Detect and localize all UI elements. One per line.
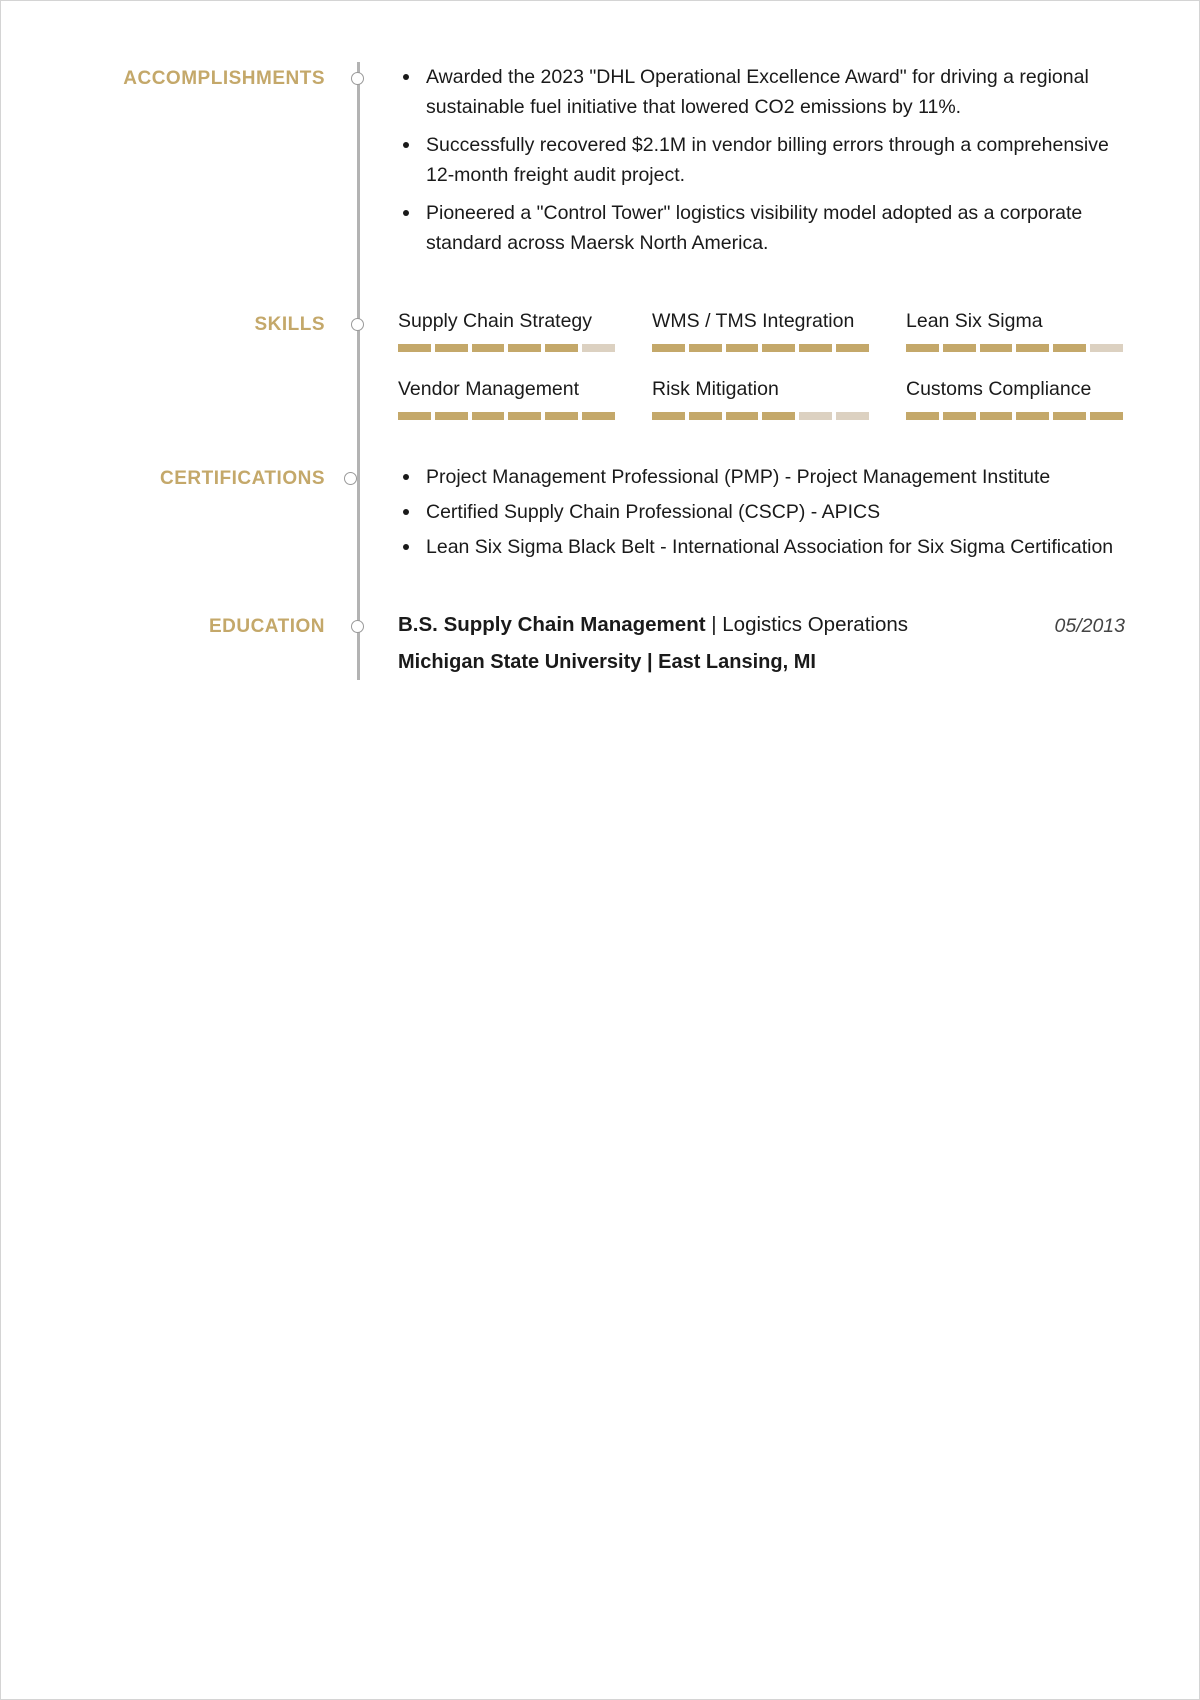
skill-level-bar	[398, 344, 615, 352]
skill-item	[398, 308, 615, 352]
skill-level-segment-filled	[1053, 344, 1086, 352]
skill-level-bar	[906, 412, 1123, 420]
skill-level-segment-filled	[689, 344, 722, 352]
skill-level-segment-filled	[545, 344, 578, 352]
degree-separator: |	[705, 613, 723, 636]
timeline-node-education	[351, 620, 364, 633]
skill-item	[906, 308, 1123, 352]
skill-level-segment-filled	[398, 412, 431, 420]
skill-level-segment-empty	[1090, 344, 1123, 352]
skill-level-segment-filled	[435, 344, 468, 352]
skills-grid	[398, 308, 1125, 420]
skill-level-segment-filled	[472, 344, 505, 352]
skill-item	[398, 376, 615, 420]
skill-level-segment-empty	[799, 412, 832, 420]
certifications-list	[398, 462, 1128, 567]
skill-level-bar	[652, 412, 869, 420]
skill-level-segment-filled	[1053, 412, 1086, 420]
skill-level-bar	[398, 412, 615, 420]
skill-level-segment-empty	[836, 412, 869, 420]
skill-level-segment-filled	[1016, 344, 1049, 352]
skill-item	[652, 376, 869, 420]
education-heading: EDUCATION	[208, 616, 325, 637]
skill-level-segment-filled	[652, 344, 685, 352]
skills-heading: SKILLS	[254, 314, 325, 335]
skill-level-segment-empty	[582, 344, 615, 352]
skill-level-segment-filled	[398, 344, 431, 352]
skill-level-segment-filled	[508, 412, 541, 420]
list-item: Pioneered a "Control Tower" logistics visibility model adopted as a corporate standard across Maersk North America.	[398, 198, 1128, 258]
skill-item	[652, 308, 869, 352]
skill-level-segment-filled	[943, 344, 976, 352]
skill-level-segment-filled	[799, 344, 832, 352]
accomplishments-heading: ACCOMPLISHMENTS	[123, 68, 325, 89]
timeline-node-skills	[351, 318, 364, 331]
list-item: Awarded the 2023 "DHL Operational Excellence Award" for driving a regional sustainable fuel initiative that lowered CO2 emissions by 11%.	[398, 62, 1128, 122]
skill-level-segment-filled	[652, 412, 685, 420]
timeline-node-certifications	[344, 472, 357, 485]
skill-name: Vendor Management	[398, 378, 580, 400]
list-item: Lean Six Sigma Black Belt - International Association for Six Sigma Certification	[398, 532, 1128, 562]
skill-item	[906, 376, 1123, 420]
skill-level-bar	[906, 344, 1123, 352]
timeline-node-accomplishments	[351, 72, 364, 85]
skill-name: WMS / TMS Integration	[652, 310, 855, 332]
skill-level-segment-filled	[1090, 412, 1123, 420]
skill-level-segment-filled	[836, 344, 869, 352]
graduation-date: 05/2013	[1054, 615, 1125, 637]
accomplishments-list	[398, 62, 1128, 266]
skill-level-segment-filled	[762, 344, 795, 352]
skill-name: Customs Compliance	[906, 378, 1092, 400]
skill-level-segment-filled	[508, 344, 541, 352]
school-name: Michigan State University | East Lansing, MI	[398, 651, 816, 673]
skill-level-segment-filled	[980, 412, 1013, 420]
certifications-heading: CERTIFICATIONS	[160, 468, 325, 489]
skill-level-segment-filled	[906, 344, 939, 352]
list-item: Certified Supply Chain Professional (CSCP) - APICS	[398, 497, 1128, 527]
skill-level-segment-filled	[582, 412, 615, 420]
education-degree-line	[398, 613, 908, 637]
list-item: Project Management Professional (PMP) - Project Management Institute	[398, 462, 1128, 492]
skill-level-bar	[652, 344, 869, 352]
skill-level-segment-filled	[545, 412, 578, 420]
skill-level-segment-filled	[943, 412, 976, 420]
skill-level-segment-filled	[726, 412, 759, 420]
skill-level-segment-filled	[906, 412, 939, 420]
skill-level-segment-filled	[762, 412, 795, 420]
skill-level-segment-filled	[435, 412, 468, 420]
skill-name: Lean Six Sigma	[906, 310, 1043, 332]
skill-level-segment-filled	[472, 412, 505, 420]
skill-level-segment-filled	[689, 412, 722, 420]
timeline-rail	[357, 62, 360, 680]
skill-level-segment-filled	[726, 344, 759, 352]
skill-level-segment-filled	[1016, 412, 1049, 420]
skill-level-segment-filled	[980, 344, 1013, 352]
degree-title: B.S. Supply Chain Management	[398, 613, 706, 636]
skill-name: Risk Mitigation	[652, 378, 779, 400]
list-item: Successfully recovered $2.1M in vendor billing errors through a comprehensive 12-month freight audit project.	[398, 130, 1128, 190]
skill-name: Supply Chain Strategy	[398, 310, 593, 332]
degree-concentration: Logistics Operations	[722, 613, 908, 636]
